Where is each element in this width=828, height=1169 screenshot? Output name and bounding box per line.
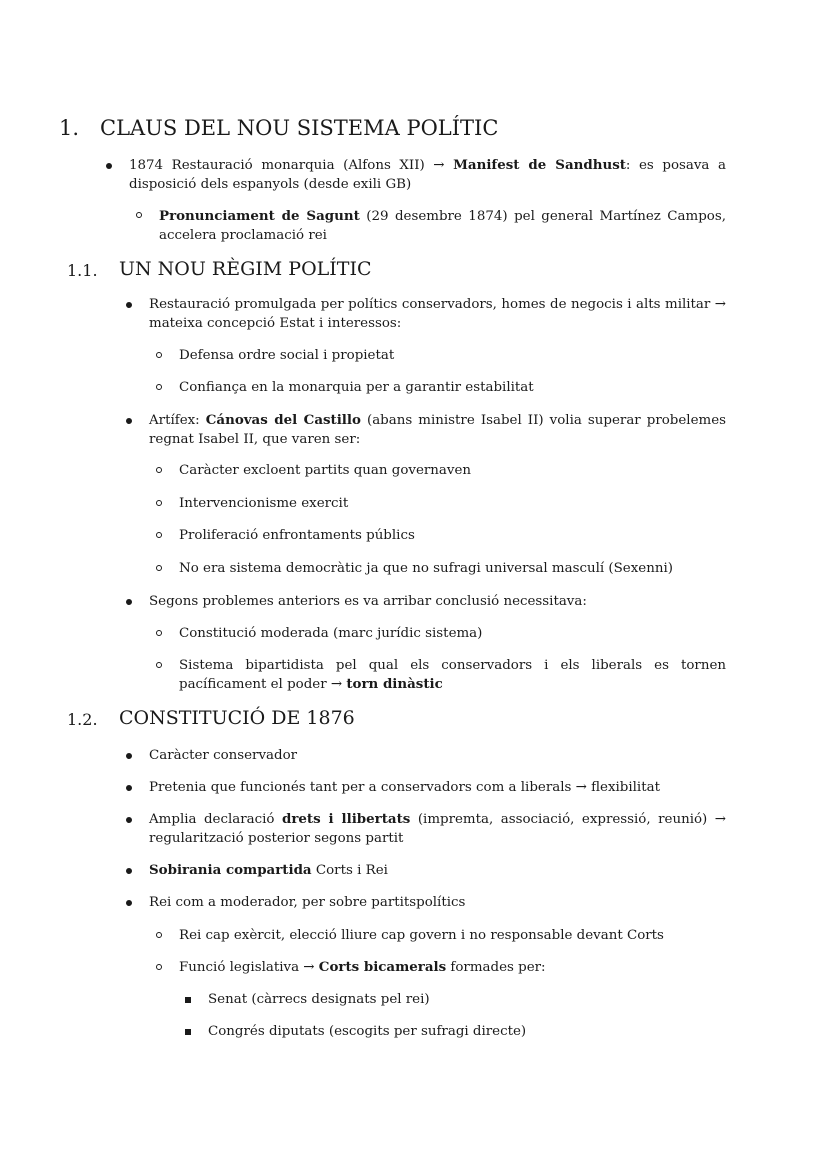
heading-number: 1.2. [67,710,98,729]
sub-bullet [156,630,162,636]
list-item: Rei cap exèrcit, elecció lliure cap govern i no responsable devant Corts [179,928,664,943]
list-item: Sobirania compartida Corts i Rei [149,862,388,878]
heading-title: CLAUS DEL NOU SISTEMA POLÍTIC [100,116,499,140]
sub-bullet [156,532,162,538]
list-item: Pronunciament de Sagunt (29 desembre 1874) pel general Martínez Campos, accelera proclamació rei [159,208,726,243]
list-item: Confiança en la monarquia per a garantir estabilitat [179,380,534,395]
sub-bullet [136,212,142,218]
heading-number: 1.1. [67,261,98,280]
list-item: Restauració promulgada per polítics conservadors, homes de negocis i alts militar → mateixa concepció Estat i interessos: [149,297,726,331]
heading-number: 1. [59,116,80,140]
bullet [126,599,132,605]
bullet [106,163,112,169]
list-item: 1874 Restauració monarquia (Alfons XII) → Manifest de Sandhust: es posava a disposició dels espanyols (desde exili GB) [129,157,726,192]
list-item: Defensa ordre social i propietat [179,348,395,363]
list-item: Amplia declaració drets i llibertats (impremta, associació, expressió, reunió) → regularització posterior segons partit [149,811,726,846]
heading-title: CONSTITUCIÓ DE 1876 [119,707,355,729]
list-item: Segons problemes anteriors es va arribar conclusió necessitava: [149,594,587,609]
list-item: Senat (càrrecs designats pel rei) [208,992,430,1007]
bullet [126,868,132,874]
list-item: Sistema bipartidista pel qual els conservadors i els liberals es tornen pacíficament el poder → torn dinàstic [179,658,726,692]
sub-bullet [156,467,162,473]
list-item: Funció legislativa → Corts bicamerals formades per: [179,959,546,975]
list-item: Intervencionisme exercit [179,496,349,511]
sub-bullet [156,565,162,571]
sub-bullet [156,352,162,358]
bullet [126,418,132,424]
bullet [126,753,132,759]
square-bullet [185,997,191,1003]
bullet [126,900,132,906]
list-item: Rei com a moderador, per sobre partitspolítics [149,895,466,910]
sub-bullet [156,932,162,938]
heading-section-1-1 [67,258,467,282]
list-item: Caràcter excloent partits quan governaven [179,463,472,478]
list-item: No era sistema democràtic ja que no sufragi universal masculí (Sexenni) [179,561,673,576]
heading-section-1-2 [67,707,467,731]
list-item: Pretenia que funcionés tant per a conservadors com a liberals → flexibilitat [149,780,660,795]
list-item: Proliferació enfrontaments públics [179,528,415,543]
sub-bullet [156,964,162,970]
sub-bullet [156,384,162,390]
bullet [126,785,132,791]
sub-bullet [156,662,162,668]
list-item: Artífex: Cánovas del Castillo (abans ministre Isabel II) volia superar probelemes regnat Isabel II, que varen ser: [149,412,726,447]
heading-title: UN NOU RÈGIM POLÍTIC [119,258,372,280]
bullet [126,817,132,823]
bullet [126,302,132,308]
sub-bullet [156,500,162,506]
square-bullet [185,1029,191,1035]
list-item: Congrés diputats (escogits per sufragi directe) [208,1024,527,1039]
list-item: Caràcter conservador [149,748,298,763]
list-item: Constitució moderada (marc jurídic sistema) [179,626,483,641]
